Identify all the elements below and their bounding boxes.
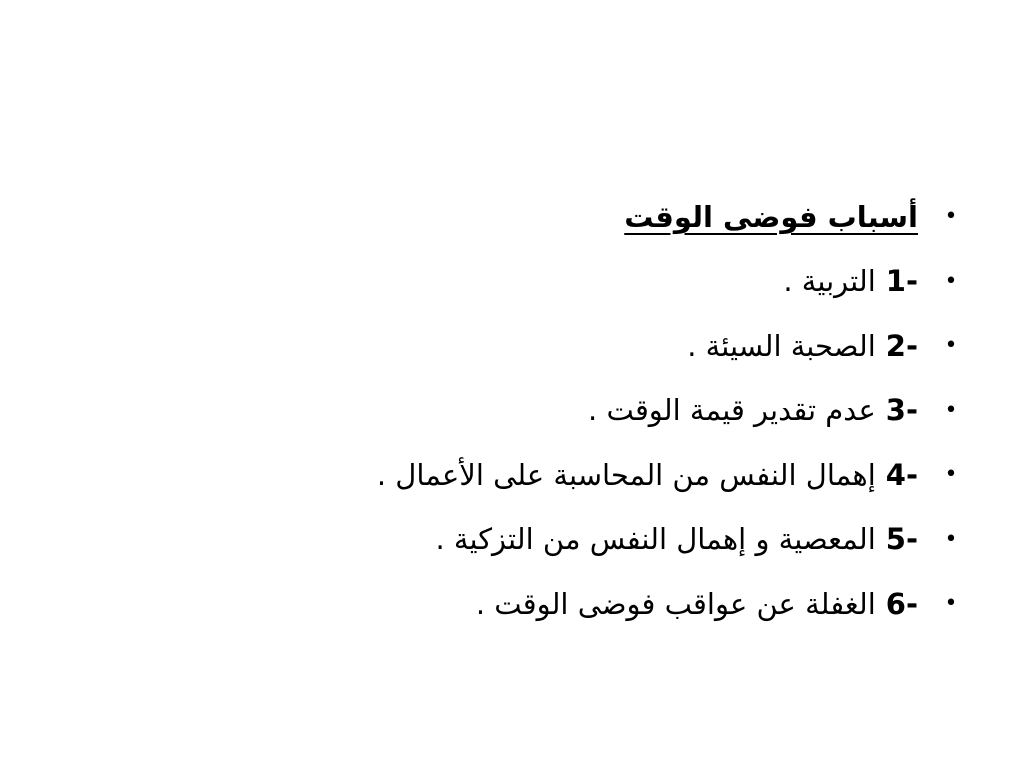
item-number: 1-	[885, 264, 918, 299]
bullet-icon: •	[944, 526, 958, 552]
list-item	[184, 572, 964, 637]
list-item	[184, 314, 964, 379]
list-item	[184, 379, 964, 444]
list-item	[184, 508, 964, 573]
item-number: 5-	[885, 522, 918, 557]
bullet-icon: •	[944, 462, 958, 488]
item-text: المعصية و إهمال النفس من التزكية .	[435, 522, 876, 557]
item-text: الصحبة السيئة .	[687, 328, 876, 363]
item-number: 6-	[885, 586, 918, 621]
list-heading-item	[184, 185, 964, 250]
item-number: 4-	[885, 457, 918, 492]
bullet-list	[184, 185, 964, 637]
slide-heading: أسباب فوضى الوقت	[624, 199, 918, 234]
item-text: التربية .	[783, 264, 876, 299]
list-item	[184, 443, 964, 508]
bullet-icon: •	[944, 333, 958, 359]
bullet-icon: •	[944, 268, 958, 294]
bullet-icon: •	[944, 204, 958, 230]
item-text: عدم تقدير قيمة الوقت .	[588, 393, 876, 428]
item-number: 3-	[885, 393, 918, 428]
bullet-icon: •	[944, 397, 958, 423]
list-item	[184, 250, 964, 315]
item-text: الغفلة عن عواقب فوضى الوقت .	[475, 586, 876, 621]
bullet-icon: •	[944, 591, 958, 617]
item-number: 2-	[885, 328, 918, 363]
item-text: إهمال النفس من المحاسبة على الأعمال .	[376, 457, 876, 492]
